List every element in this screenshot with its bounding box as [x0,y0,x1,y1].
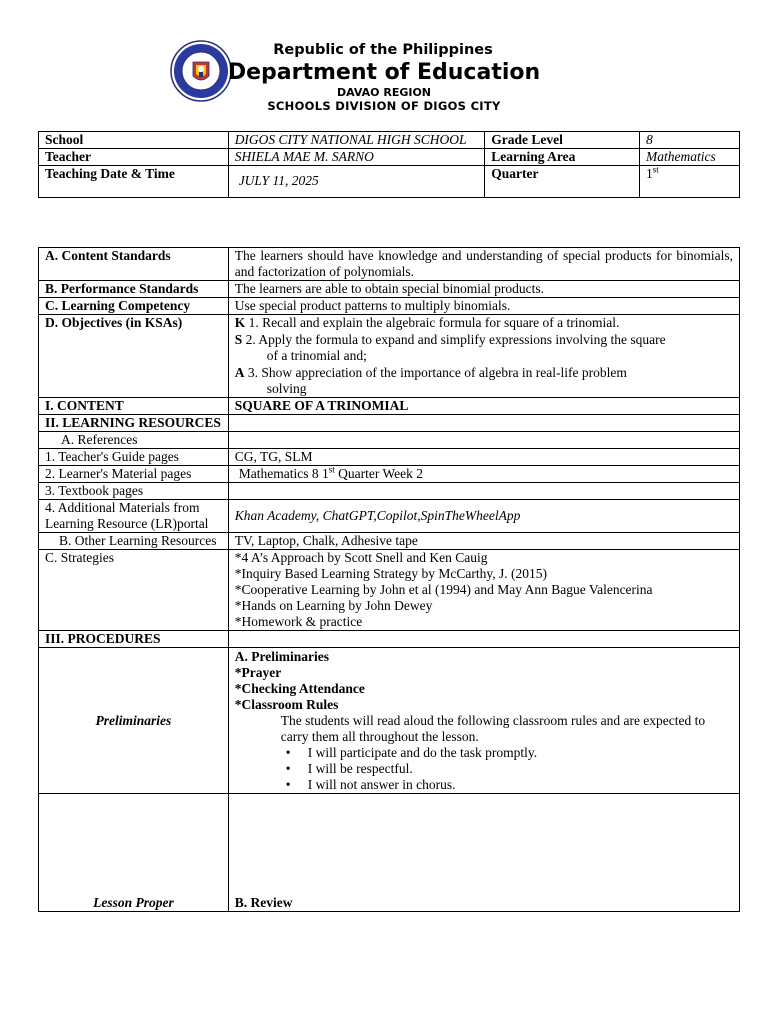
date-value: JULY 11, 2025 [238,173,319,188]
objectives-value: K 1. Recall and explain the algebraic formula for square of a trinomial. S 2. Apply the formula to expand and simplify expressions involving the square of a trinomial and; A 3. Show appreciation of the importance of algebra in real-life problem solving [228,315,739,398]
table-row [39,794,740,912]
preliminaries-content [228,648,739,794]
learning-resources-label: II. LEARNING RESOURCES [39,415,229,432]
additional-materials-label: 4. Additional Materials from Learning Resource (LR)portal [39,500,229,533]
learners-material-label: 2. Learner's Material pages [39,466,229,483]
prayer-item: *Prayer [234,665,282,680]
region-title: DAVAO REGION [336,86,432,99]
list-item: • I will not answer in chorus. [308,777,733,793]
performance-standards-value: The learners are able to obtain special binomial products. [228,281,739,298]
list-item: *Hands on Learning by John Dewey [234,598,433,613]
grade-value: 8 [640,132,740,149]
references-label: A. References [39,432,229,449]
list-item: • I will be respectful. [308,761,733,777]
review-heading: B. Review [228,794,739,912]
list-item: *Cooperative Learning by John et al (1994) and May Ann Bague Valencerina [234,582,653,597]
classroom-rules-heading: *Classroom Rules [234,697,339,712]
list-item: *Inquiry Based Learning Strategy by McCarthy, J. (2015) [234,566,547,581]
table-row [39,432,740,449]
learning-area-value: Mathematics [640,149,740,166]
other-resources-label: B. Other Learning Resources [39,533,229,550]
rules-intro: The students will read aloud the following classroom rules and are expected to carry them all throughout the lesson. [280,713,706,744]
preliminaries-heading: A. Preliminaries [234,649,330,664]
table-row [39,298,740,315]
school-value: DIGOS CITY NATIONAL HIGH SCHOOL [228,132,485,149]
table-row [39,550,740,631]
lesson-proper-label: Lesson Proper [39,794,229,912]
content-standards-label: A. Content Standards [39,248,229,281]
teacher-label: Teacher [39,149,229,166]
content-label: I. CONTENT [39,398,229,415]
learning-competency-value: Use special product patterns to multiply binomials. [228,298,739,315]
table-row [39,500,740,533]
date-label: Teaching Date & Time [39,166,229,198]
table-row [39,631,740,648]
table-row [39,449,740,466]
attendance-item: *Checking Attendance [234,681,365,696]
republic-title: Republic of the Philippines [273,42,493,58]
teachers-guide-label: 1. Teacher's Guide pages [39,449,229,466]
table-row [39,149,740,166]
table-row [39,648,740,794]
table-row [39,281,740,298]
learning-area-label: Learning Area [485,149,640,166]
performance-standards-label: B. Performance Standards [39,281,229,298]
teacher-value: SHIELA MAE M. SARNO [228,149,485,166]
grade-label: Grade Level [485,132,640,149]
rules-list [235,745,733,793]
content-standards-value: The learners should have knowledge and understanding of special products for binomials, and factorization of polynomials. [228,248,739,281]
learners-material-value: Mathematics 8 1st Quarter Week 2 [228,466,739,483]
strategies-label: C. Strategies [39,550,229,631]
department-title: Department of Education [227,60,541,85]
teachers-guide-value: CG, TG, SLM [228,449,739,466]
other-resources-value: TV, Laptop, Chalk, Adhesive tape [228,533,739,550]
content-value: SQUARE OF A TRINOMIAL [228,398,739,415]
table-row [39,166,740,198]
document-header [0,38,768,118]
table-row [39,466,740,483]
list-item: *Homework & practice [234,614,363,629]
list-item: • I will participate and do the task promptly. [308,745,733,761]
table-row [39,248,740,281]
table-row [39,533,740,550]
quarter-value: 1st [640,166,740,198]
objectives-label: D. Objectives (in KSAs) [39,315,229,398]
table-row [39,415,740,432]
lesson-info-table [38,131,740,198]
table-row [39,315,740,398]
school-label: School [39,132,229,149]
preliminaries-label: Preliminaries [39,648,229,794]
additional-materials-value: Khan Academy, ChatGPT,Copilot,SpinTheWheelApp [228,500,739,533]
table-row [39,398,740,415]
lesson-plan-table [38,247,740,912]
procedures-label: III. PROCEDURES [39,631,229,648]
textbook-label: 3. Textbook pages [39,483,229,500]
quarter-label: Quarter [485,166,640,198]
table-row [39,483,740,500]
list-item: *4 A’s Approach by Scott Snell and Ken Cauig [234,550,488,565]
table-row [39,132,740,149]
strategies-value [228,550,739,631]
learning-competency-label: C. Learning Competency [39,298,229,315]
division-title: SCHOOLS DIVISION OF DIGOS CITY [267,99,501,113]
